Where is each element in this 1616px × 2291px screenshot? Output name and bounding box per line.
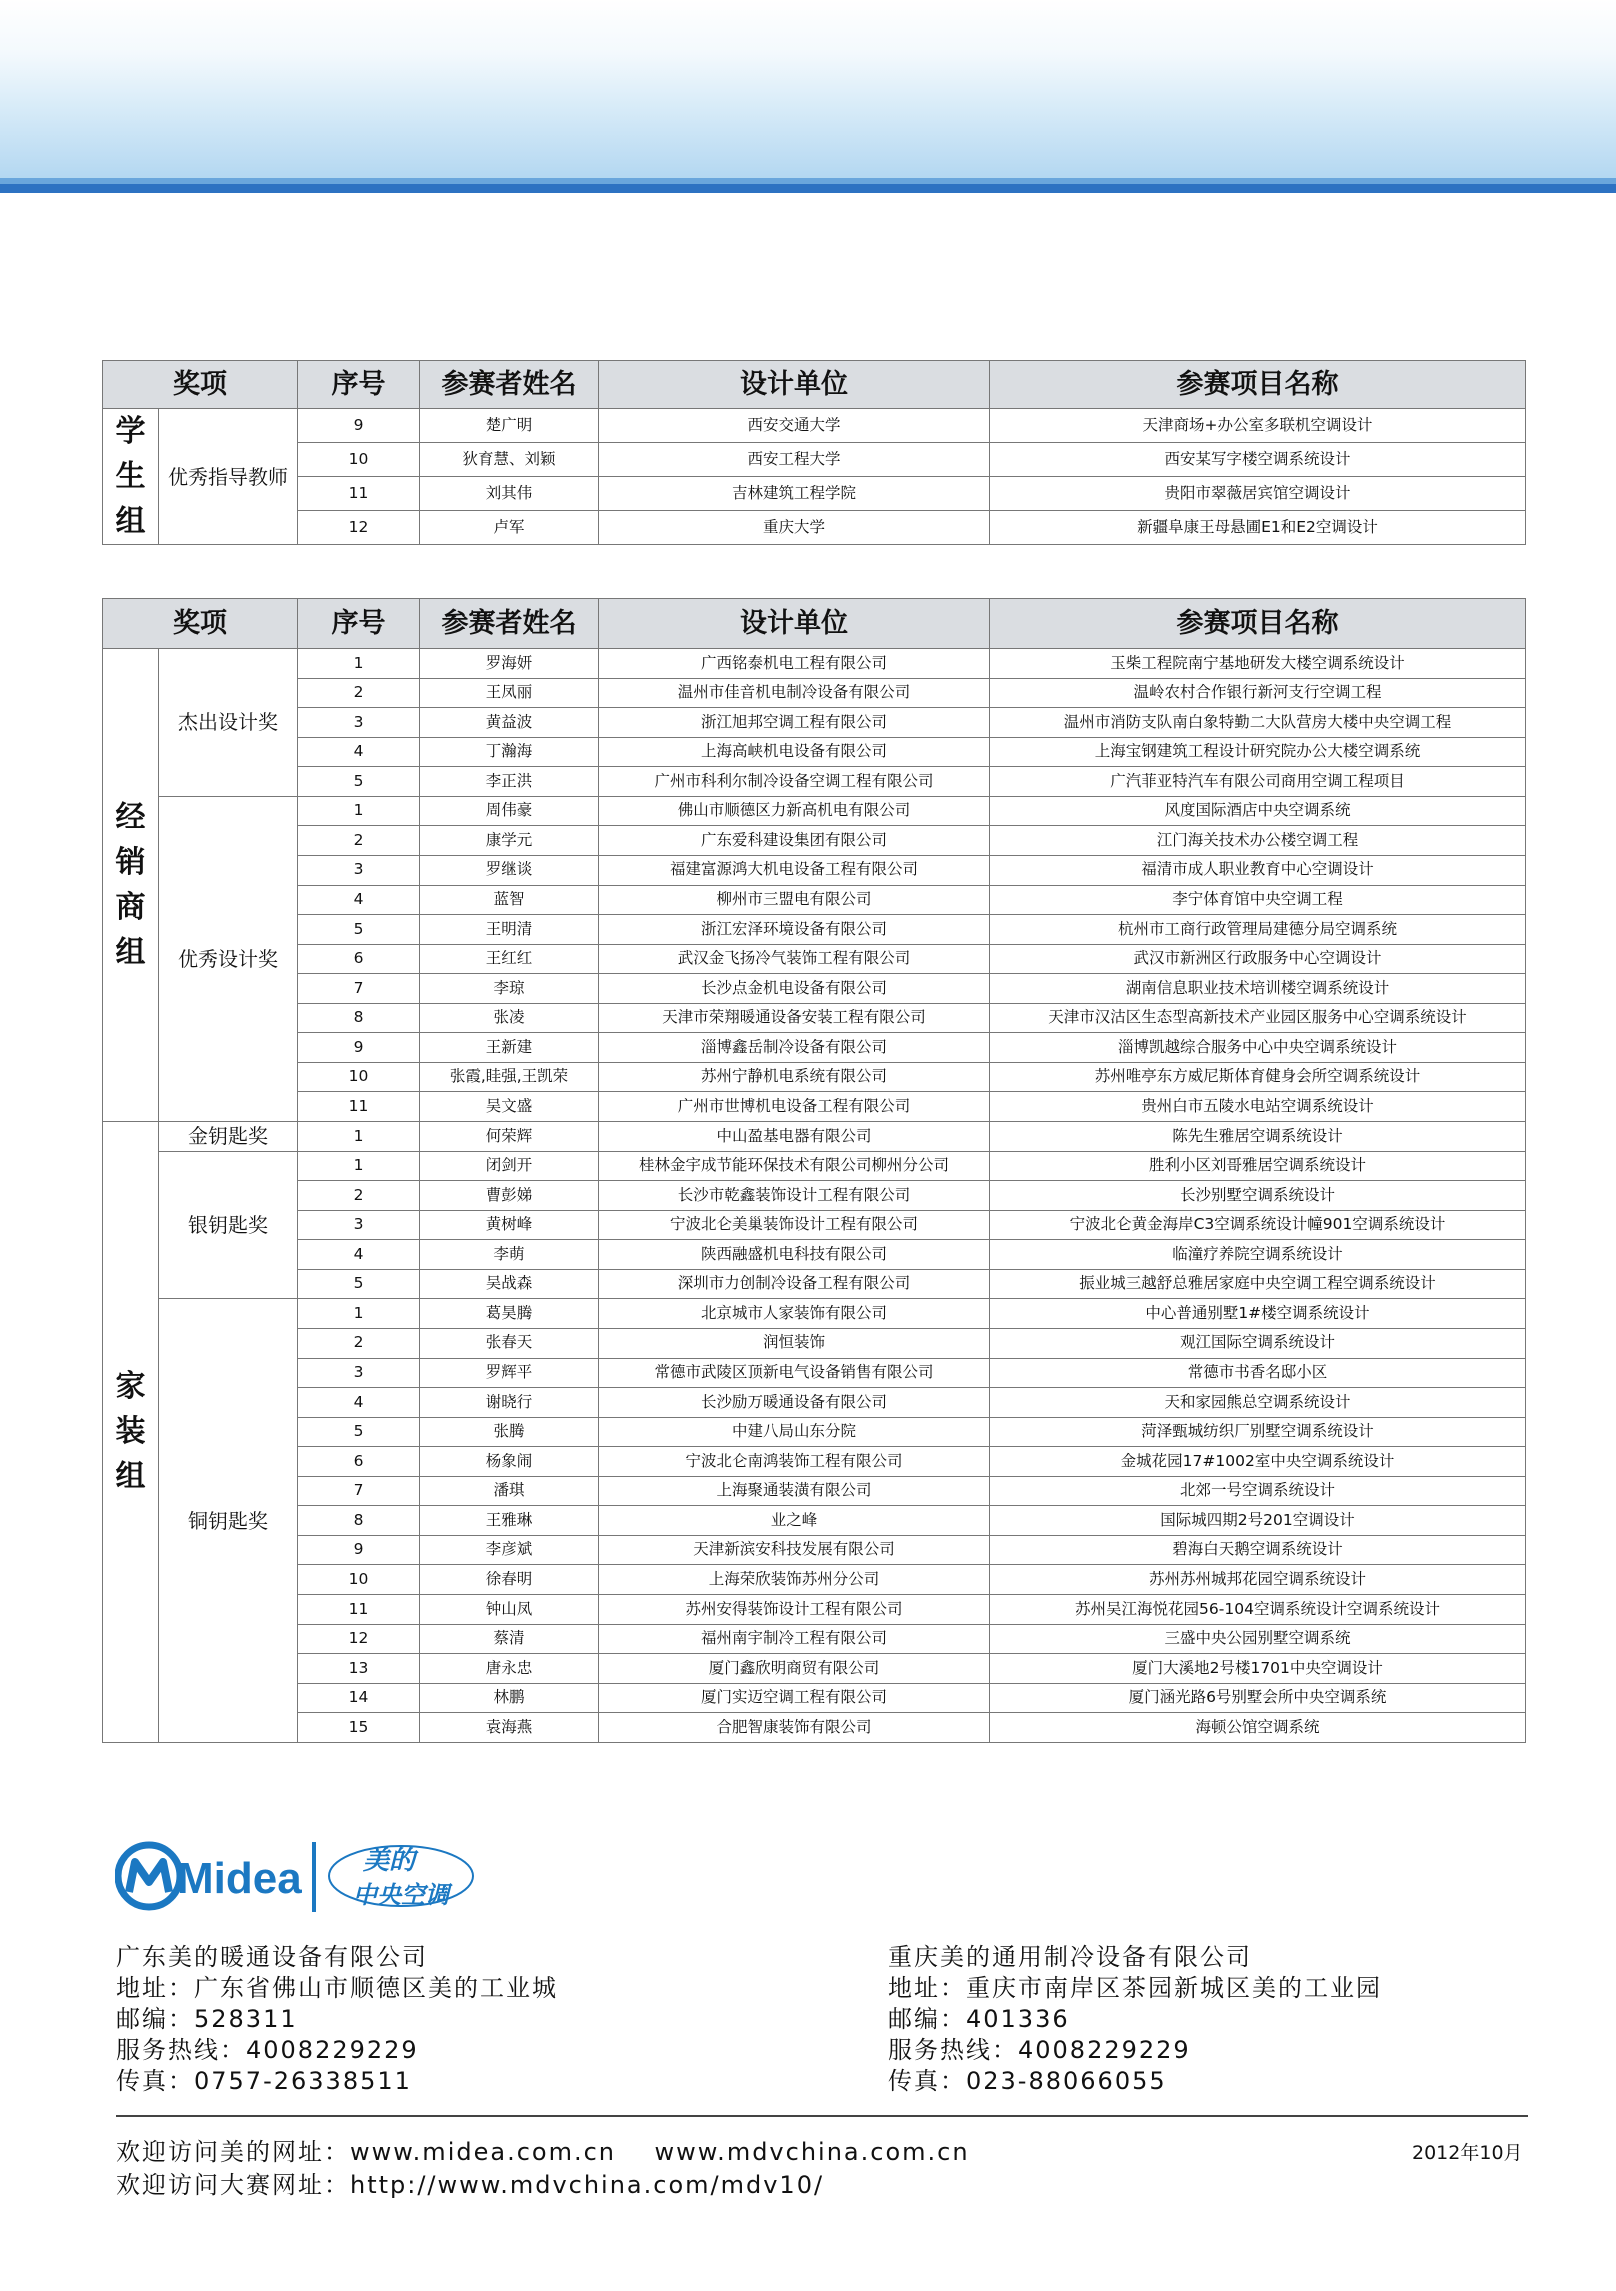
- company-left-fax: 传真：0757-26338511: [116, 2067, 412, 2095]
- slogan-bottom: 中央空调: [353, 1881, 449, 1909]
- participant-name: 杨象闹: [420, 1447, 599, 1477]
- project-name: 厦门涵光路6号别墅会所中央空调系统: [990, 1683, 1526, 1713]
- table-row: [103, 1003, 1526, 1033]
- project-name: 淄博凯越综合服务中心中央空调系统设计: [990, 1033, 1526, 1063]
- header-award: 奖项: [103, 599, 298, 649]
- table-row: [103, 649, 1526, 679]
- project-name: 温州市消防支队南白象特勤二大队营房大楼中央空调工程: [990, 708, 1526, 738]
- entry-number: 5: [298, 1269, 420, 1299]
- design-unit: 上海聚通装潢有限公司: [599, 1476, 990, 1506]
- entry-number: 5: [298, 915, 420, 945]
- footer-contest-website-line: 欢迎访问大赛网址：http://www.mdvchina.com/mdv10/: [116, 2171, 825, 2199]
- project-name: 天津商场+办公室多联机空调设计: [990, 409, 1526, 443]
- project-name: 杭州市工商行政管理局建德分局空调系统: [990, 915, 1526, 945]
- table-row: [103, 1417, 1526, 1447]
- design-unit: 广州市世博机电设备工程有限公司: [599, 1092, 990, 1122]
- company-right-fax: 传真：023-88066055: [888, 2067, 1167, 2095]
- project-name: 贵阳市翠薇居宾馆空调设计: [990, 477, 1526, 511]
- entry-number: 1: [298, 1299, 420, 1329]
- design-unit: 柳州市三盟电有限公司: [599, 885, 990, 915]
- participant-name: 谢晓行: [420, 1388, 599, 1418]
- design-unit: 淄博鑫岳制冷设备有限公司: [599, 1033, 990, 1063]
- company-right-postcode: 邮编：401336: [888, 2005, 1070, 2033]
- participant-name: 张霞,眭强,王凯荣: [420, 1062, 599, 1092]
- entry-number: 9: [298, 1033, 420, 1063]
- table-row: [103, 1624, 1526, 1654]
- entry-number: 4: [298, 737, 420, 767]
- logo-divider: [312, 1842, 316, 1912]
- entry-number: 10: [298, 1565, 420, 1595]
- project-name: 观江国际空调系统设计: [990, 1328, 1526, 1358]
- table-row: [103, 1683, 1526, 1713]
- design-unit: 厦门鑫欣明商贸有限公司: [599, 1654, 990, 1684]
- project-name: 三盛中央公园别墅空调系统: [990, 1624, 1526, 1654]
- entry-number: 2: [298, 1181, 420, 1211]
- header-participant: 参赛者姓名: [420, 599, 599, 649]
- project-name: 新疆阜康王母悬圃E1和E2空调设计: [990, 511, 1526, 545]
- table-row: [103, 767, 1526, 797]
- project-name: 温岭农村合作银行新河支行空调工程: [990, 678, 1526, 708]
- entry-number: 4: [298, 1388, 420, 1418]
- project-name: 苏州唯亭东方威尼斯体育健身会所空调系统设计: [990, 1062, 1526, 1092]
- table-row: [103, 1240, 1526, 1270]
- design-unit: 佛山市顺德区力新高机电有限公司: [599, 796, 990, 826]
- entry-number: 8: [298, 1506, 420, 1536]
- table-row: [103, 1181, 1526, 1211]
- award-name: 优秀指导教师: [159, 409, 298, 545]
- table-row: [103, 1654, 1526, 1684]
- entry-number: 12: [298, 511, 420, 545]
- midea-logo: [115, 1836, 515, 1916]
- participant-name: 钟山凤: [420, 1595, 599, 1625]
- participant-name: 黄树峰: [420, 1210, 599, 1240]
- participant-name: 王新建: [420, 1033, 599, 1063]
- design-unit: 长沙市乾鑫装饰设计工程有限公司: [599, 1181, 990, 1211]
- company-left-info: [116, 1942, 558, 2097]
- entry-number: 10: [298, 1062, 420, 1092]
- footer-website-line: 欢迎访问美的网址：www.midea.com.cn www.mdvchina.com.cn: [116, 2138, 970, 2166]
- table-row: [103, 1062, 1526, 1092]
- participant-name: 李彦斌: [420, 1535, 599, 1565]
- table-row: [103, 1595, 1526, 1625]
- student-awards-table: [102, 360, 1526, 545]
- project-name: 碧海白天鹅空调系统设计: [990, 1535, 1526, 1565]
- participant-name: 王雅琳: [420, 1506, 599, 1536]
- group-dealer: 经 销 商 组: [103, 649, 159, 1122]
- header-row: [103, 361, 1526, 409]
- participant-name: 罗辉平: [420, 1358, 599, 1388]
- header-row: [103, 599, 1526, 649]
- entry-number: 13: [298, 1654, 420, 1684]
- participant-name: 唐永忠: [420, 1654, 599, 1684]
- design-unit: 合肥智康装饰有限公司: [599, 1713, 990, 1743]
- group-student: 学 生 组: [103, 409, 159, 545]
- table-row: [103, 855, 1526, 885]
- design-unit: 长沙励万暖通设备有限公司: [599, 1388, 990, 1418]
- table-row: [103, 1122, 1526, 1152]
- design-unit: 苏州宁静机电系统有限公司: [599, 1062, 990, 1092]
- project-name: 福清市成人职业教育中心空调设计: [990, 855, 1526, 885]
- table-row: [103, 1476, 1526, 1506]
- entry-number: 3: [298, 1358, 420, 1388]
- company-left-name: 广东美的暖通设备有限公司: [116, 1943, 428, 1971]
- design-unit: 温州市佳音机电制冷设备有限公司: [599, 678, 990, 708]
- design-unit: 广东爱科建设集团有限公司: [599, 826, 990, 856]
- design-unit: 上海荣欣装饰苏州分公司: [599, 1565, 990, 1595]
- participant-name: 张腾: [420, 1417, 599, 1447]
- entry-number: 3: [298, 708, 420, 738]
- header-project-name: 参赛项目名称: [990, 599, 1526, 649]
- award-name: 金钥匙奖: [159, 1122, 298, 1152]
- entry-number: 7: [298, 1476, 420, 1506]
- project-name: 湖南信息职业技术培训楼空调系统设计: [990, 974, 1526, 1004]
- entry-number: 12: [298, 1624, 420, 1654]
- entry-number: 2: [298, 678, 420, 708]
- design-unit: 西安交通大学: [599, 409, 990, 443]
- project-name: 苏州吴江海悦花园56-104空调系统设计空调系统设计: [990, 1595, 1526, 1625]
- project-name: 常德市书香名邸小区: [990, 1358, 1526, 1388]
- entry-number: 4: [298, 1240, 420, 1270]
- participant-name: 葛昊腾: [420, 1299, 599, 1329]
- project-name: 上海宝钢建筑工程设计研究院办公大楼空调系统: [990, 737, 1526, 767]
- participant-name: 康学元: [420, 826, 599, 856]
- design-unit: 吉林建筑工程学院: [599, 477, 990, 511]
- table-row: [103, 1388, 1526, 1418]
- entry-number: 6: [298, 1447, 420, 1477]
- project-name: 天和家园熊总空调系统设计: [990, 1388, 1526, 1418]
- project-name: 贵州白市五陵水电站空调系统设计: [990, 1092, 1526, 1122]
- company-right-hotline: 服务热线：4008229229: [888, 2036, 1191, 2064]
- participant-name: 袁海燕: [420, 1713, 599, 1743]
- design-unit: 常德市武陵区顶新电气设备销售有限公司: [599, 1358, 990, 1388]
- entry-number: 1: [298, 649, 420, 679]
- design-unit: 西安工程大学: [599, 443, 990, 477]
- entry-number: 4: [298, 885, 420, 915]
- entry-number: 9: [298, 1535, 420, 1565]
- participant-name: 蓝智: [420, 885, 599, 915]
- participant-name: 曹彭娣: [420, 1181, 599, 1211]
- participant-name: 潘琪: [420, 1476, 599, 1506]
- entry-number: 11: [298, 1092, 420, 1122]
- design-unit: 深圳市力创制冷设备工程有限公司: [599, 1269, 990, 1299]
- midea-logo-graphic: [115, 1836, 515, 1916]
- project-name: 宁波北仑黄金海岸C3空调系统设计幢901空调系统设计: [990, 1210, 1526, 1240]
- project-name: 金城花园17#1002室中央空调系统设计: [990, 1447, 1526, 1477]
- company-right-info: [888, 1942, 1382, 2097]
- participant-name: 吴文盛: [420, 1092, 599, 1122]
- design-unit: 润恒装饰: [599, 1328, 990, 1358]
- participant-name: 吴战森: [420, 1269, 599, 1299]
- project-name: 长沙别墅空调系统设计: [990, 1181, 1526, 1211]
- table-row: [103, 1299, 1526, 1329]
- participant-name: 罗继谈: [420, 855, 599, 885]
- project-name: 苏州苏州城邦花园空调系统设计: [990, 1565, 1526, 1595]
- entry-number: 1: [298, 1151, 420, 1181]
- table-row: [103, 974, 1526, 1004]
- participant-name: 狄育慧、刘颖: [420, 443, 599, 477]
- project-name: 风度国际酒店中央空调系统: [990, 796, 1526, 826]
- midea-wordmark: Midea: [177, 1854, 302, 1903]
- entry-number: 15: [298, 1713, 420, 1743]
- design-unit: 苏州安得装饰设计工程有限公司: [599, 1595, 990, 1625]
- design-unit: 上海高峡机电设备有限公司: [599, 737, 990, 767]
- table-row: [103, 796, 1526, 826]
- entry-number: 2: [298, 826, 420, 856]
- project-name: 海顿公馆空调系统: [990, 1713, 1526, 1743]
- table-row: [103, 1565, 1526, 1595]
- table-row: [103, 1358, 1526, 1388]
- design-unit: 福建富源鸿大机电设备工程有限公司: [599, 855, 990, 885]
- participant-name: 蔡清: [420, 1624, 599, 1654]
- dealer-home-awards-table: [102, 598, 1526, 1743]
- participant-name: 卢军: [420, 511, 599, 545]
- company-right-address: 地址：重庆市南岸区茶园新城区美的工业园: [888, 1974, 1382, 2002]
- participant-name: 黄益波: [420, 708, 599, 738]
- entry-number: 5: [298, 1417, 420, 1447]
- participant-name: 闭剑开: [420, 1151, 599, 1181]
- table-row: [103, 1092, 1526, 1122]
- header-project-name: 参赛项目名称: [990, 361, 1526, 409]
- header-number: 序号: [298, 599, 420, 649]
- table-row: [103, 885, 1526, 915]
- design-unit: 宁波北仑南鸿装饰工程有限公司: [599, 1447, 990, 1477]
- project-name: 临潼疗养院空调系统设计: [990, 1240, 1526, 1270]
- midea-emblem-icon: [118, 1845, 180, 1907]
- participant-name: 李正洪: [420, 767, 599, 797]
- design-unit: 中建八局山东分院: [599, 1417, 990, 1447]
- participant-name: 罗海妍: [420, 649, 599, 679]
- table-row: [103, 915, 1526, 945]
- entry-number: 2: [298, 1328, 420, 1358]
- entry-number: 9: [298, 409, 420, 443]
- entry-number: 3: [298, 1210, 420, 1240]
- participant-name: 张春天: [420, 1328, 599, 1358]
- table-row: [103, 1328, 1526, 1358]
- design-unit: 浙江宏泽环境设备有限公司: [599, 915, 990, 945]
- header-rule-dark: [0, 184, 1616, 193]
- entry-number: 8: [298, 1003, 420, 1033]
- company-left-postcode: 邮编：528311: [116, 2005, 298, 2033]
- company-left-address: 地址：广东省佛山市顺德区美的工业城: [116, 1974, 558, 2002]
- participant-name: 林鹏: [420, 1683, 599, 1713]
- design-unit: 天津新滨安科技发展有限公司: [599, 1535, 990, 1565]
- project-name: 广汽菲亚特汽车有限公司商用空调工程项目: [990, 767, 1526, 797]
- table-row: [103, 477, 1526, 511]
- design-unit: 福州南宇制冷工程有限公司: [599, 1624, 990, 1654]
- project-name: 厦门大溪地2号楼1701中央空调设计: [990, 1654, 1526, 1684]
- award-name: 优秀设计奖: [159, 796, 298, 1121]
- participant-name: 何荣辉: [420, 1122, 599, 1152]
- table-row: [103, 1506, 1526, 1536]
- participant-name: 王红红: [420, 944, 599, 974]
- participant-name: 李萌: [420, 1240, 599, 1270]
- design-unit: 广西铭泰机电工程有限公司: [599, 649, 990, 679]
- table-row: [103, 1151, 1526, 1181]
- header-design-unit: 设计单位: [599, 599, 990, 649]
- footer-divider: [116, 2115, 1528, 2117]
- table-row: [103, 1210, 1526, 1240]
- header-award: 奖项: [103, 361, 298, 409]
- design-unit: 广州市科利尔制冷设备空调工程有限公司: [599, 767, 990, 797]
- design-unit: 武汉金飞扬冷气装饰工程有限公司: [599, 944, 990, 974]
- table-row: [103, 1535, 1526, 1565]
- design-unit: 长沙点金机电设备有限公司: [599, 974, 990, 1004]
- entry-number: 7: [298, 974, 420, 1004]
- project-name: 天津市汉沽区生态型高新技术产业园区服务中心空调系统设计: [990, 1003, 1526, 1033]
- design-unit: 陕西融盛机电科技有限公司: [599, 1240, 990, 1270]
- entry-number: 3: [298, 855, 420, 885]
- header-participant: 参赛者姓名: [420, 361, 599, 409]
- project-name: 菏泽甄城纺织厂别墅空调系统设计: [990, 1417, 1526, 1447]
- group-home: 家 装 组: [103, 1122, 159, 1743]
- table-row: [103, 1269, 1526, 1299]
- design-unit: 桂林金宇成节能环保技术有限公司柳州分公司: [599, 1151, 990, 1181]
- table-row: [103, 1713, 1526, 1743]
- participant-name: 李琼: [420, 974, 599, 1004]
- table-row: [103, 443, 1526, 477]
- company-left-hotline: 服务热线：4008229229: [116, 2036, 419, 2064]
- project-name: 北郊一号空调系统设计: [990, 1476, 1526, 1506]
- company-right-name: 重庆美的通用制冷设备有限公司: [888, 1943, 1252, 1971]
- project-name: 玉柴工程院南宁基地研发大楼空调系统设计: [990, 649, 1526, 679]
- header-design-unit: 设计单位: [599, 361, 990, 409]
- entry-number: 1: [298, 796, 420, 826]
- project-name: 江门海关技术办公楼空调工程: [990, 826, 1526, 856]
- table-row: [103, 678, 1526, 708]
- participant-name: 丁瀚海: [420, 737, 599, 767]
- project-name: 西安某写字楼空调系统设计: [990, 443, 1526, 477]
- entry-number: 11: [298, 1595, 420, 1625]
- footer-date: 2012年10月: [1412, 2142, 1523, 2164]
- award-name: 杰出设计奖: [159, 649, 298, 797]
- design-unit: 天津市荣翔暖通设备安装工程有限公司: [599, 1003, 990, 1033]
- design-unit: 宁波北仑美巢装饰设计工程有限公司: [599, 1210, 990, 1240]
- table-row: [103, 511, 1526, 545]
- table-row: [103, 1447, 1526, 1477]
- participant-name: 刘其伟: [420, 477, 599, 511]
- design-unit: 重庆大学: [599, 511, 990, 545]
- project-name: 武汉市新洲区行政服务中心空调设计: [990, 944, 1526, 974]
- participant-name: 徐春明: [420, 1565, 599, 1595]
- project-name: 李宁体育馆中央空调工程: [990, 885, 1526, 915]
- project-name: 胜利小区刘哥雅居空调系统设计: [990, 1151, 1526, 1181]
- table-row: [103, 708, 1526, 738]
- header-band: [0, 0, 1616, 180]
- project-name: 中心普通别墅1#楼空调系统设计: [990, 1299, 1526, 1329]
- header-number: 序号: [298, 361, 420, 409]
- award-name: 铜钥匙奖: [159, 1299, 298, 1742]
- slogan-top: 美的: [363, 1846, 416, 1876]
- design-unit: 浙江旭邦空调工程有限公司: [599, 708, 990, 738]
- table-row: [103, 409, 1526, 443]
- participant-name: 王明清: [420, 915, 599, 945]
- entry-number: 1: [298, 1122, 420, 1152]
- award-name: 银钥匙奖: [159, 1151, 298, 1299]
- table-row: [103, 737, 1526, 767]
- design-unit: 厦门实迈空调工程有限公司: [599, 1683, 990, 1713]
- entry-number: 6: [298, 944, 420, 974]
- entry-number: 11: [298, 477, 420, 511]
- entry-number: 10: [298, 443, 420, 477]
- entry-number: 5: [298, 767, 420, 797]
- project-name: 振业城三越舒总雅居家庭中央空调工程空调系统设计: [990, 1269, 1526, 1299]
- project-name: 陈先生雅居空调系统设计: [990, 1122, 1526, 1152]
- design-unit: 北京城市人家装饰有限公司: [599, 1299, 990, 1329]
- table-row: [103, 826, 1526, 856]
- design-unit: 中山盈基电器有限公司: [599, 1122, 990, 1152]
- entry-number: 14: [298, 1683, 420, 1713]
- table-row: [103, 944, 1526, 974]
- participant-name: 楚广明: [420, 409, 599, 443]
- project-name: 国际城四期2号201空调设计: [990, 1506, 1526, 1536]
- participant-name: 张凌: [420, 1003, 599, 1033]
- design-unit: 业之峰: [599, 1506, 990, 1536]
- participant-name: 周伟豪: [420, 796, 599, 826]
- participant-name: 王凤丽: [420, 678, 599, 708]
- table-row: [103, 1033, 1526, 1063]
